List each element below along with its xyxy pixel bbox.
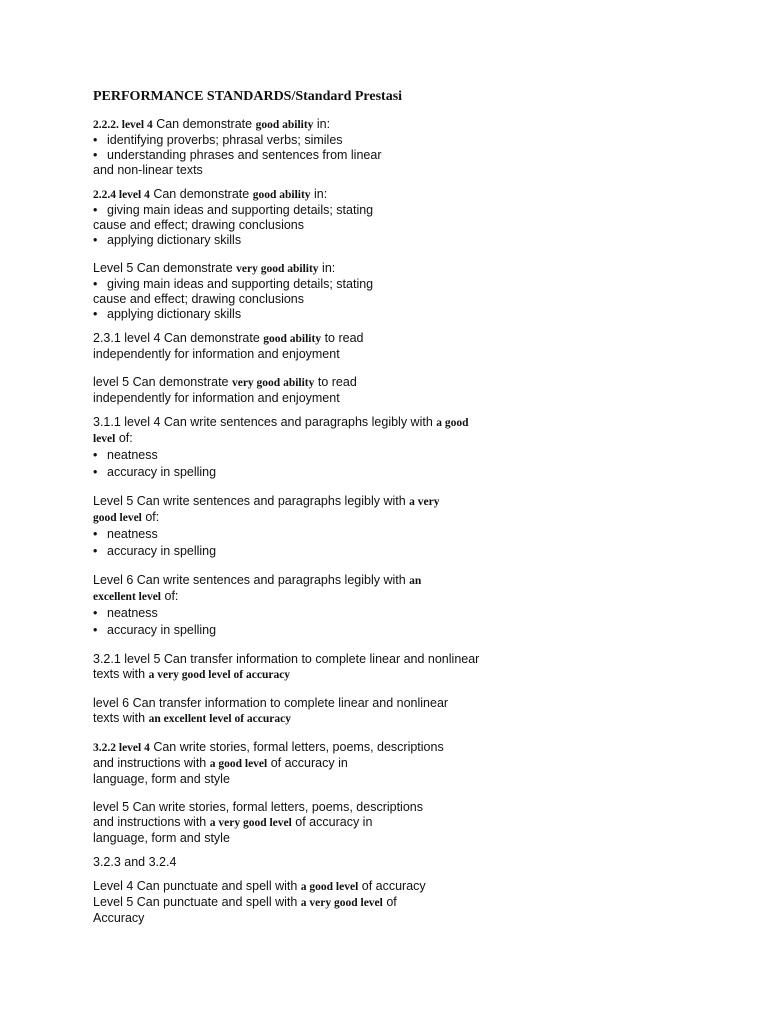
- list-item: • accuracy in spelling: [93, 623, 217, 637]
- standard-3-2-3-heading: 3.2.3 and 3.2.4: [93, 855, 177, 869]
- standard-3-2-2: 3.2.2 level 4 Can write stories, formal letters, poems, descriptions and instructions with a good level of accuracy in language, form and style: [93, 740, 444, 786]
- page-title: PERFORMANCE STANDARDS/Standard Prestasi: [93, 89, 403, 104]
- standard-3-1-1: 3.1.1 level 4 Can write sentences and paragraphs legibly with a good level of: • neatness • accuracy in spelling: [93, 415, 523, 481]
- list-item: • identifying proverbs; phrasal verbs; similes: [93, 133, 343, 147]
- standard-3-2-2-level-5: level 5 Can write stories, formal letters, poems, descriptions and instructions with a very good level of accuracy in language, form and style: [93, 800, 423, 845]
- document-page: [93, 88, 523, 935]
- list-item: • neatness: [93, 527, 158, 541]
- emphasis: good ability: [263, 333, 322, 345]
- emphasis: an excellent level of accuracy: [148, 713, 291, 725]
- emphasis: good ability: [252, 189, 311, 201]
- list-item: • accuracy in spelling: [93, 465, 217, 479]
- standard-2-3-1: 2.3.1 level 4 Can demonstrate good ability to read independently for information and enjoyment: [93, 331, 364, 361]
- list-item: • giving main ideas and supporting details; stating: [93, 277, 374, 291]
- list-item: • understanding phrases and sentences from linear: [93, 148, 382, 162]
- emphasis: excellent level: [93, 591, 162, 603]
- emphasis: good ability: [255, 119, 314, 131]
- standard-level-5-reading: Level 5 Can demonstrate very good ability in: • giving main ideas and supporting details; stating cause and effect; drawing conclusions • applying dictionary skills: [93, 261, 523, 322]
- standard-3-2-1: 3.2.1 level 5 Can transfer information to complete linear and nonlinear texts with a very good level of accuracy: [93, 652, 480, 681]
- list-item: • neatness: [93, 448, 158, 462]
- standard-2-3-1-level-5: level 5 Can demonstrate very good ability to read independently for information and enjoyment: [93, 375, 357, 405]
- emphasis: very good ability: [231, 377, 315, 389]
- emphasis: a very good level: [300, 897, 383, 909]
- standard-number: 3.2.2 level 4: [93, 742, 150, 754]
- standard-3-2-3-punctuation: Level 4 Can punctuate and spell with a good level of accuracy Level 5 Can punctuate and spell with a very good level of Accuracy: [93, 879, 426, 925]
- standard-2-2-2: 2.2.2. level 4 Can demonstrate good ability in: • identifying proverbs; phrasal verbs; similes • understanding phrases and sentences from linear and non-linear texts: [93, 117, 523, 178]
- emphasis: level: [93, 433, 116, 445]
- emphasis: an: [409, 575, 422, 587]
- standard-3-1-1-level-6: Level 6 Can write sentences and paragraphs legibly with an excellent level of: • neatness • accuracy in spelling: [93, 573, 523, 639]
- list-item: • accuracy in spelling: [93, 544, 217, 558]
- emphasis: a good level: [209, 758, 268, 770]
- list-item: • giving main ideas and supporting details; stating: [93, 203, 374, 217]
- standard-2-2-4: 2.2.4 level 4 Can demonstrate good ability in: • giving main ideas and supporting details; stating cause and effect; drawing conclusions • applying dictionary skills: [93, 187, 523, 248]
- emphasis: very good ability: [236, 263, 319, 275]
- emphasis: a good level: [300, 881, 359, 893]
- standard-3-2-1-level-6: level 6 Can transfer information to complete linear and nonlinear texts with an excellent level of accuracy: [93, 696, 449, 725]
- emphasis: a good: [436, 417, 469, 429]
- emphasis: a very good level of accuracy: [148, 669, 291, 681]
- emphasis: a very good level: [209, 817, 292, 829]
- standard-3-1-1-level-5: Level 5 Can write sentences and paragraphs legibly with a very good level of: • neatness • accuracy in spelling: [93, 494, 523, 560]
- standard-number: 2.2.2. level 4: [93, 119, 153, 131]
- list-item: • applying dictionary skills: [93, 233, 242, 247]
- list-item: • neatness: [93, 606, 158, 620]
- list-item: • applying dictionary skills: [93, 307, 242, 321]
- emphasis: a very: [409, 496, 440, 508]
- standard-number: 2.2.4 level 4: [93, 189, 150, 201]
- emphasis: good level: [93, 512, 142, 524]
